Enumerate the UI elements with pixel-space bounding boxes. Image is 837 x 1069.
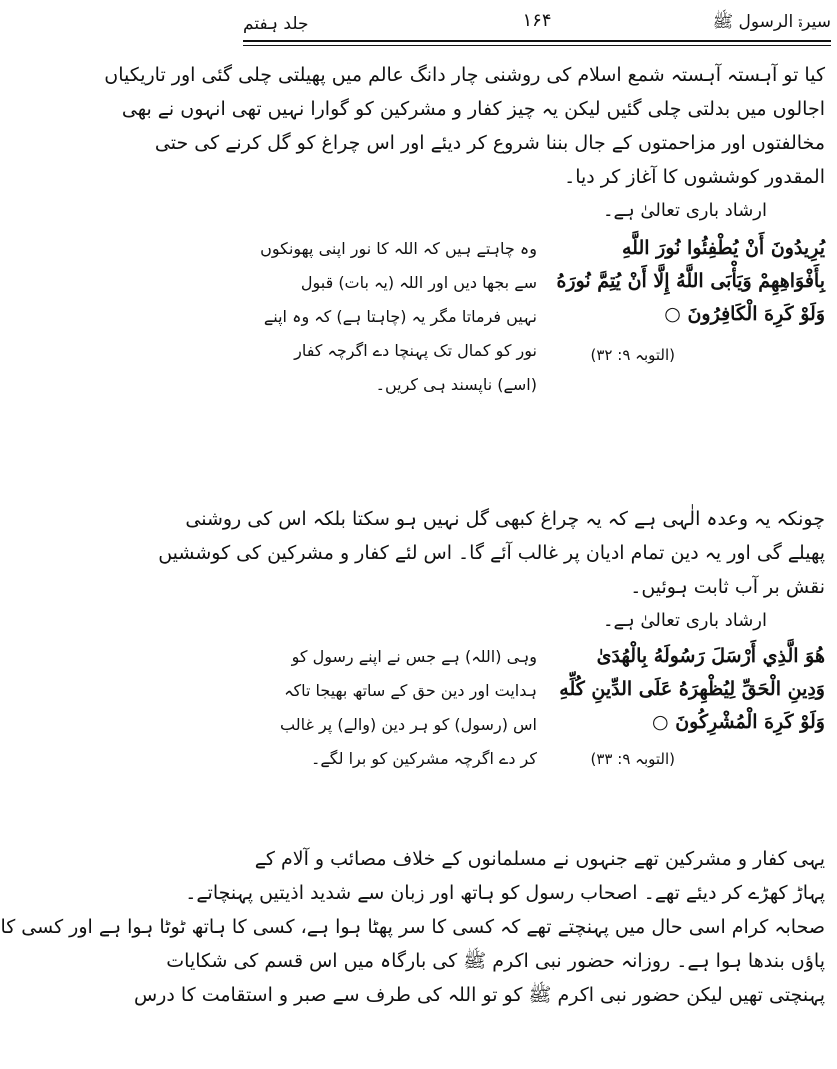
arabic-line: وَدِينِ الْحَقِّ لِيُظْهِرَهُ عَلَى الدِّينِ كُلِّهِ: [559, 678, 825, 700]
verse-reference-2: (التوبہ ۹: ۳۳): [590, 750, 675, 768]
verse-block-1: [247, 232, 825, 392]
arabic-line: يُرِيدُونَ أَنْ يُطْفِئُوا نُورَ اللَّهِ: [622, 237, 825, 259]
arabic-verse-2: [535, 640, 825, 739]
paragraph-line: پہنچتی تھیں لیکن حضور نبی اکرم ﷺ کو تو اللہ کی طرف سے صبر و استقامت کا درس: [133, 984, 825, 1006]
translation-1: [247, 232, 537, 402]
verse-block-2: [247, 640, 825, 790]
translation-2: [247, 640, 537, 776]
paragraph-line: المقدور کوششوں کا آغاز کر دیا۔: [564, 166, 825, 188]
translation-line: نور کو کمال تک پہنچا دے اگرچہ کفار: [294, 341, 537, 360]
book-title: سیرۃ الرسول ﷺ: [712, 11, 831, 32]
paragraph-line: صحابہ کرام اسی حال میں پہنچتے تھے کہ کسی کا سر پھٹا ہوا ہے، کسی کا ہاتھ ٹوٹا ہوا ہے اور کسی کا: [0, 916, 825, 938]
paragraph-line: مخالفتوں اور مزاحمتوں کے جال بننا شروع کر دیئے اور اس چراغ کو گل کرنے کی حتی: [154, 132, 825, 154]
paragraph-line: اجالوں میں بدلتی چلی گئیں لیکن یہ چیز کفار و مشرکین کو گوارا نہیں تھی انہوں نے بھی: [121, 98, 825, 120]
translation-line: وہ چاہتے ہیں کہ اللہ کا نور اپنی پھونکوں: [260, 239, 537, 258]
translation-line: سے بجھا دیں اور اللہ (یہ بات) قبول: [300, 273, 537, 292]
translation-line: وہی (اللہ) ہے جس نے اپنے رسول کو: [291, 647, 537, 666]
translation-line: ہدایت اور دین حق کے ساتھ بھیجا تاکہ: [284, 681, 537, 700]
paragraph-line: پھیلے گی اور یہ دین تمام ادیان پر غالب آئے گا۔ اس لئے کفار و مشرکین کی کوششیں: [158, 542, 825, 564]
paragraph-1: [104, 58, 825, 194]
translation-line: نہیں فرماتا مگر یہ (چاہتا ہے) کہ وہ اپنے: [263, 307, 537, 326]
arabic-verse-1: [535, 232, 825, 331]
verse-intro-2: ارشاد باری تعالیٰ ہے۔: [602, 610, 767, 631]
paragraph-line: یہی کفار و مشرکین تھے جنہوں نے مسلمانوں کے خلاف مصائب و آلام کے: [254, 848, 825, 870]
paragraph-2: [158, 502, 825, 604]
header-rule: [243, 40, 831, 46]
arabic-line: هُوَ الَّذِي أَرْسَلَ رَسُولَهُ بِالْهُدَىٰ: [596, 645, 825, 667]
paragraph-3: [0, 842, 825, 1012]
arabic-line: بِأَفْوَاهِهِمْ وَيَأْبَى اللَّهُ إِلَّا أَنْ يُتِمَّ نُورَهُ: [556, 270, 825, 292]
translation-line: (اسے) ناپسند ہی کریں۔: [375, 375, 537, 394]
paragraph-line: چونکہ یہ وعدہ الٰہی ہے کہ یہ چراغ کبھی گل نہیں ہو سکتا بلکہ اس کی روشنی: [185, 508, 825, 530]
page-number: ۱۶۴: [522, 10, 552, 31]
translation-line: اس (رسول) کو ہر دین (والے) پر غالب: [280, 715, 537, 734]
arabic-line: وَلَوْ كَرِهَ الْكَافِرُونَ ○: [664, 303, 825, 325]
page-header: [243, 6, 831, 40]
paragraph-line: پہاڑ کھڑے کر دیئے تھے۔ اصحاب رسول کو ہاتھ اور زبان سے شدید اذیتیں پہنچاتے۔: [185, 882, 825, 904]
paragraph-line: پاؤں بندھا ہوا ہے۔ روزانہ حضور نبی اکرم ﷺ کی بارگاہ میں اس قسم کی شکایات: [166, 950, 825, 972]
paragraph-line: نقش بر آب ثابت ہوئیں۔: [630, 576, 825, 598]
arabic-line: وَلَوْ كَرِهَ الْمُشْرِكُونَ ○: [652, 711, 825, 733]
volume-label: جلد ہفتم: [243, 13, 309, 34]
verse-reference-1: (التوبہ ۹: ۳۲): [590, 346, 675, 364]
verse-intro-1: ارشاد باری تعالیٰ ہے۔: [602, 200, 767, 221]
translation-line: کر دے اگرچہ مشرکین کو برا لگے۔: [311, 749, 537, 768]
paragraph-line: کیا تو آہستہ آہستہ شمع اسلام کی روشنی چار دانگ عالم میں پھیلتی چلی گئی اور تاریکیاں: [104, 64, 825, 86]
